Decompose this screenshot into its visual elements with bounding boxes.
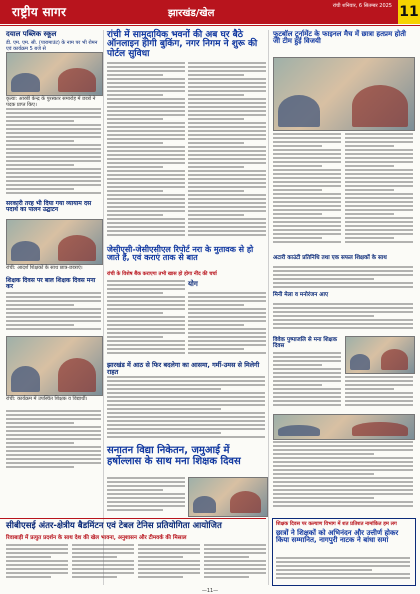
article-text — [72, 544, 134, 584]
article-text — [107, 477, 185, 515]
left-mid-headline-2: शिक्षक दिवस पर बाल शिक्षक दिवस मना कर — [6, 277, 96, 291]
column-rule — [103, 30, 104, 585]
article-text — [188, 292, 266, 358]
right-mid-headline: अटारी काउंटी प्रतिनिधि तथा एक सफल शिक्षकों के साथ — [273, 255, 387, 261]
masthead — [0, 0, 420, 24]
article-text — [345, 133, 413, 253]
page-footer: —11— — [201, 588, 219, 594]
article-text — [273, 266, 413, 290]
newspaper-title: राष्ट्रीय सागर — [12, 5, 67, 19]
upcoming-kicker: रांची के विशेष बैंक कराएगा तभी खास हो होगा नींद की चर्चा — [107, 271, 217, 277]
article-text — [6, 108, 101, 198]
sports-subheadline: रिवाबाड़ी में प्रत्युत प्रदर्शन के साथ देश की खेल भावना, अनुशासन और टीमवर्क की मिसाल — [6, 535, 187, 541]
photo-caption: रांची: कार्यक्रम में उपस्थित शिक्षक व विद्यार्थी। — [6, 396, 88, 402]
main-article-text — [107, 62, 185, 242]
article-text — [273, 303, 413, 333]
page-number: 11 — [398, 0, 420, 24]
main-article-text — [188, 62, 266, 242]
top-rule — [0, 25, 420, 26]
sports-headline: सीबीएसई अंतर-क्षेत्रीय बैडमिंटन एवं टेबल टेनिस प्रतियोगिता आयोजित — [6, 521, 222, 531]
article-text — [6, 292, 101, 332]
right-mid-headline-2: मिनी मेला व मनोरंजन आए — [273, 292, 329, 298]
dateline: रांची शनिवार, 6 सितम्बर 2025 — [332, 3, 392, 9]
section-rule — [0, 518, 266, 519]
article-text — [107, 376, 265, 442]
yoga-label: योग — [188, 280, 198, 288]
column-rule — [268, 30, 269, 585]
main-headline: रांची में सामुदायिक भवनों की अब घर बैठे ऑनलाइन होगी बुकिंग, नगर निगम ने शुरू की पोर्टल सुविधा — [107, 30, 258, 59]
photo-caption: कृत्या: आरबी केन्द्र के पुरस्कार समारोह में छात्रों ने पदक प्राप्त किए। — [6, 96, 96, 108]
article-text — [204, 544, 266, 584]
right-top-headline: फुटबॉल टूर्नामेंट के फाइनल मैच में छात्रा हतप्रम होती जी टीम हुई विजयी — [273, 30, 406, 46]
left-top-subheadline: डी. एम. एम. सी. (पारामाउंट) के नाम पर भी रोमन एवं कार्यक्रम 5 बजे से — [6, 40, 98, 52]
article-text — [273, 133, 341, 253]
center-mid-headline: जेसीएसी-जेसीएसीएल रिपोर्ट नरा के मुतावक से हो जाते हैं, एवं कराएं ताक से बात — [107, 245, 254, 263]
right-mid-headline-3: विवेक पुष्पाजलि से मना शिक्षक दिवस — [273, 337, 337, 349]
article-text — [107, 280, 185, 358]
article-text — [273, 441, 413, 514]
left-top-headline: दयाल पब्लिक स्कूल — [6, 30, 57, 38]
photo-caption: रांची: आदर्श शिक्षकों के साथ छात्र-छात्राएं। — [6, 265, 83, 271]
left-mid-headline: सरकारी तरह भी दिया गया व्यायाम दस पदार्थ का पालन उद्घाटन — [6, 200, 92, 214]
photo-school — [188, 477, 268, 517]
photo-students-2 — [345, 336, 415, 374]
weather-headline: झारखंड में आठ से फिर बदलेगा का आसमा, गर्मी-उमस से मिलेगी राहत — [107, 361, 260, 376]
article-text — [273, 352, 341, 412]
article-text — [6, 544, 68, 584]
photo-teachers-day — [6, 336, 103, 396]
right-bottom-headline: छात्रों ने शिक्षकों को अभिनंदन और उत्तीर्ण होकर किया सम्मानित, नागपुरी नाटक ने बांधा समां — [276, 529, 399, 545]
article-text — [138, 544, 200, 584]
article-text — [276, 557, 410, 581]
photo-students — [6, 52, 103, 96]
article-text — [6, 410, 101, 474]
article-text — [345, 376, 413, 412]
section-title: झारखंड/खेल — [168, 8, 215, 19]
sanatan-headline: सनातन विद्या निकेतन, जमुआई में हर्षोल्लास के साथ मना शिक्षक दिवस — [107, 445, 241, 467]
right-bottom-kicker: शिक्षक दिवस पर कल्याण विभाग में शत प्रतिशत नामांकित हम लग — [276, 521, 397, 527]
photo-group — [273, 414, 415, 440]
photo-football — [273, 57, 415, 131]
photo-event — [6, 219, 103, 265]
